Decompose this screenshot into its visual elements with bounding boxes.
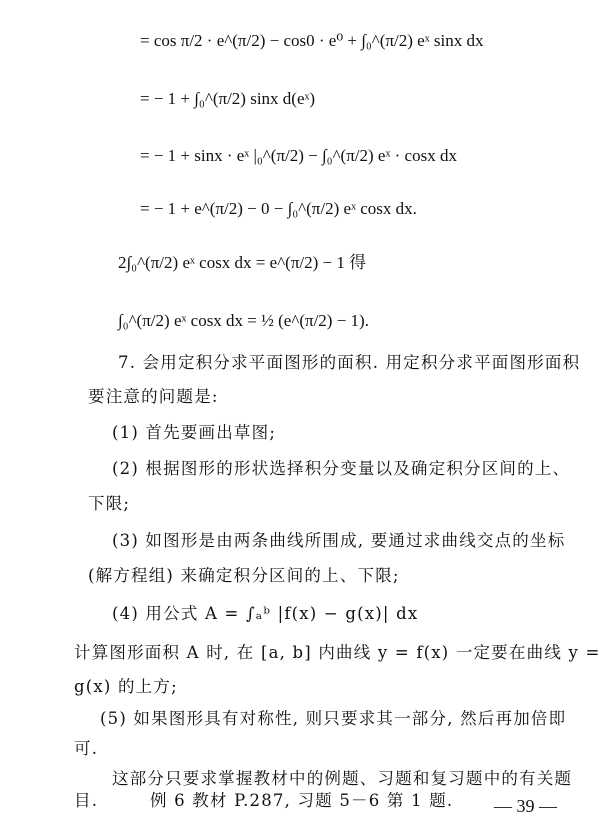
item-4: (4) 用公式 A = ∫ₐᵇ |f(x) − g(x)| dx <box>112 604 419 623</box>
item-4-cont-2: g(x) 的上方; <box>74 677 178 696</box>
item-2: (2) 根据图形的形状选择积分变量以及确定积分区间的上、 <box>112 459 571 478</box>
item-2-cont: 下限; <box>88 494 131 513</box>
summary-cont: 目. <box>74 791 99 810</box>
equation-line-5: 2∫₀^(π/2) eˣ cosx dx = e^(π/2) − 1 得 <box>118 253 367 272</box>
page-number: — 39 — <box>494 796 557 816</box>
equation-line-3: = − 1 + sinx · eˣ |₀^(π/2) − ∫₀^(π/2) eˣ · cosx dx <box>140 146 457 165</box>
item-4-cont: 计算图形面积 A 时, 在 [a, b] 内曲线 y = f(x) 一定要在曲线 y = <box>74 643 600 662</box>
item-1: (1) 首先要画出草图; <box>112 423 277 442</box>
summary: 这部分只要求掌握教材中的例题、习题和复习题中的有关题 <box>112 769 573 788</box>
item-3-cont: (解方程组) 来确定积分区间的上、下限; <box>88 566 400 585</box>
section-7-heading-cont: 要注意的问题是: <box>88 387 219 406</box>
equation-line-4: = − 1 + e^(π/2) − 0 − ∫₀^(π/2) eˣ cosx dx. <box>140 199 417 218</box>
equation-line-2: = − 1 + ∫₀^(π/2) sinx d(eˣ) <box>140 89 316 108</box>
section-7-heading: 7. 会用定积分求平面图形的面积. 用定积分求平面图形面积 <box>118 353 581 372</box>
equation-line-1: = cos π/2 · e^(π/2) − cos0 · e⁰ + ∫₀^(π/2) eˣ sinx dx <box>140 31 484 50</box>
example-6: 例 6 教材 P.287, 习题 5－6 第 1 题. <box>150 791 454 810</box>
item-5-cont: 可. <box>74 739 99 758</box>
equation-line-6: ∫₀^(π/2) eˣ cosx dx = ½ (e^(π/2) − 1). <box>118 311 369 330</box>
item-5: (5) 如果图形具有对称性, 则只要求其一部分, 然后再加倍即 <box>100 709 567 728</box>
item-3: (3) 如图形是由两条曲线所围成, 要通过求曲线交点的坐标 <box>112 531 566 550</box>
